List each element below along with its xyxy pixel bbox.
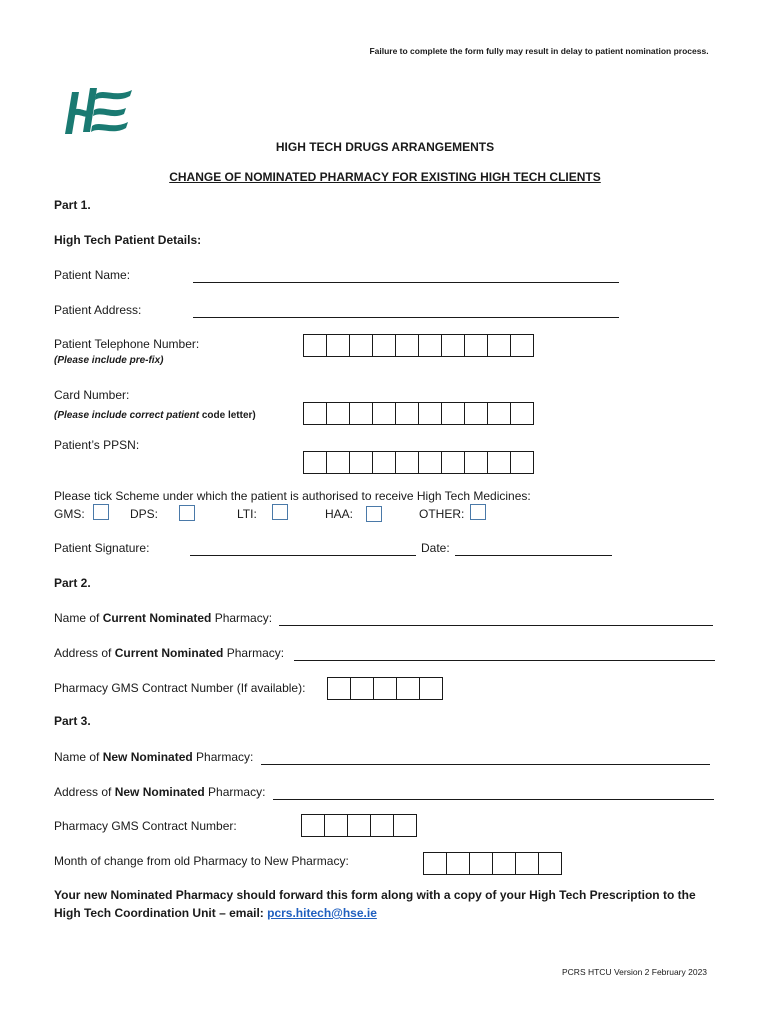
npn-post: Pharmacy: bbox=[192, 750, 254, 764]
part2-heading: Part 2. bbox=[54, 576, 91, 590]
current-pharmacy-name-field[interactable] bbox=[279, 625, 713, 626]
signature-label: Patient Signature: bbox=[54, 541, 150, 555]
patient-name-label: Patient Name: bbox=[54, 268, 131, 282]
form-notice: Failure to complete the form fully may result in delay to patient nomination process. bbox=[369, 46, 709, 56]
ppsn-label: Patient’s PPSN: bbox=[54, 438, 140, 452]
npn-bold: New Nominated bbox=[102, 750, 193, 764]
cpa-bold: Current Nominated bbox=[114, 646, 224, 660]
closing-line-1: Your new Nominated Pharmacy should forward this form along with a copy of your High Tech Prescription to the bbox=[54, 888, 696, 902]
scheme-dps-label: DPS: bbox=[130, 507, 159, 521]
scheme-haa-checkbox[interactable] bbox=[366, 506, 382, 522]
ppsn-boxes[interactable] bbox=[303, 451, 534, 474]
hse-logo bbox=[62, 84, 136, 142]
scheme-other-checkbox[interactable] bbox=[470, 504, 486, 520]
card-note-italic: (Please include correct patient bbox=[54, 410, 200, 421]
patient-name-field[interactable] bbox=[193, 282, 619, 283]
telephone-note: (Please include pre-fix) bbox=[54, 355, 164, 366]
patient-address-field[interactable] bbox=[193, 317, 619, 318]
scheme-other-label: OTHER: bbox=[419, 507, 465, 521]
part3-heading: Part 3. bbox=[54, 714, 91, 728]
cpa-post: Pharmacy: bbox=[223, 646, 285, 660]
new-pharmacy-name-label bbox=[54, 750, 253, 764]
new-pharmacy-address-label bbox=[54, 785, 265, 799]
form-subtitle: CHANGE OF NOMINATED PHARMACY FOR EXISTING HIGH TECH CLIENTS bbox=[169, 170, 601, 184]
card-number-note bbox=[54, 405, 256, 423]
card-note-rest: code letter) bbox=[199, 410, 256, 421]
telephone-boxes[interactable] bbox=[303, 334, 534, 357]
current-gms-label: Pharmacy GMS Contract Number (If available): bbox=[54, 681, 306, 695]
patient-address-label: Patient Address: bbox=[54, 303, 142, 317]
card-number-label: Card Number: bbox=[54, 388, 130, 402]
scheme-lti-label: LTI: bbox=[237, 507, 257, 521]
new-gms-boxes[interactable] bbox=[301, 814, 417, 837]
month-change-label: Month of change from old Pharmacy to New Pharmacy: bbox=[54, 854, 349, 868]
cpa-pre: Address of bbox=[54, 646, 115, 660]
date-label: Date: bbox=[421, 541, 450, 555]
part1-heading: Part 1. bbox=[54, 198, 91, 212]
closing-line-2 bbox=[54, 906, 377, 920]
current-pharmacy-address-field[interactable] bbox=[294, 660, 715, 661]
npn-pre: Name of bbox=[54, 750, 103, 764]
current-gms-boxes[interactable] bbox=[327, 677, 443, 700]
scheme-gms-checkbox[interactable] bbox=[93, 504, 109, 520]
form-title: HIGH TECH DRUGS ARRANGEMENTS bbox=[275, 140, 495, 154]
npa-pre: Address of bbox=[54, 785, 115, 799]
current-pharmacy-name-label bbox=[54, 611, 272, 625]
email-link[interactable]: pcrs.hitech@hse.ie bbox=[267, 906, 377, 920]
closing-line-2-text: High Tech Coordination Unit – email: bbox=[54, 906, 268, 920]
patient-details-heading: High Tech Patient Details: bbox=[54, 233, 202, 247]
cpn-bold: Current Nominated bbox=[102, 611, 212, 625]
current-pharmacy-address-label bbox=[54, 646, 284, 660]
version-footer: PCRS HTCU Version 2 February 2023 bbox=[562, 967, 708, 977]
signature-field[interactable] bbox=[190, 555, 416, 556]
date-field[interactable] bbox=[455, 555, 612, 556]
scheme-gms-label: GMS: bbox=[54, 507, 85, 521]
scheme-haa-label: HAA: bbox=[325, 507, 354, 521]
card-number-boxes[interactable] bbox=[303, 402, 534, 425]
npa-post: Pharmacy: bbox=[204, 785, 266, 799]
new-pharmacy-name-field[interactable] bbox=[261, 764, 710, 765]
cpn-post: Pharmacy: bbox=[211, 611, 273, 625]
telephone-label: Patient Telephone Number: bbox=[54, 337, 200, 351]
scheme-prompt: Please tick Scheme under which the patient is authorised to receive High Tech Medicines: bbox=[54, 489, 531, 503]
cpn-pre: Name of bbox=[54, 611, 103, 625]
month-change-boxes[interactable] bbox=[423, 852, 562, 875]
npa-bold: New Nominated bbox=[114, 785, 205, 799]
scheme-dps-checkbox[interactable] bbox=[179, 505, 195, 521]
new-pharmacy-address-field[interactable] bbox=[273, 799, 714, 800]
new-gms-label: Pharmacy GMS Contract Number: bbox=[54, 819, 237, 833]
scheme-lti-checkbox[interactable] bbox=[272, 504, 288, 520]
